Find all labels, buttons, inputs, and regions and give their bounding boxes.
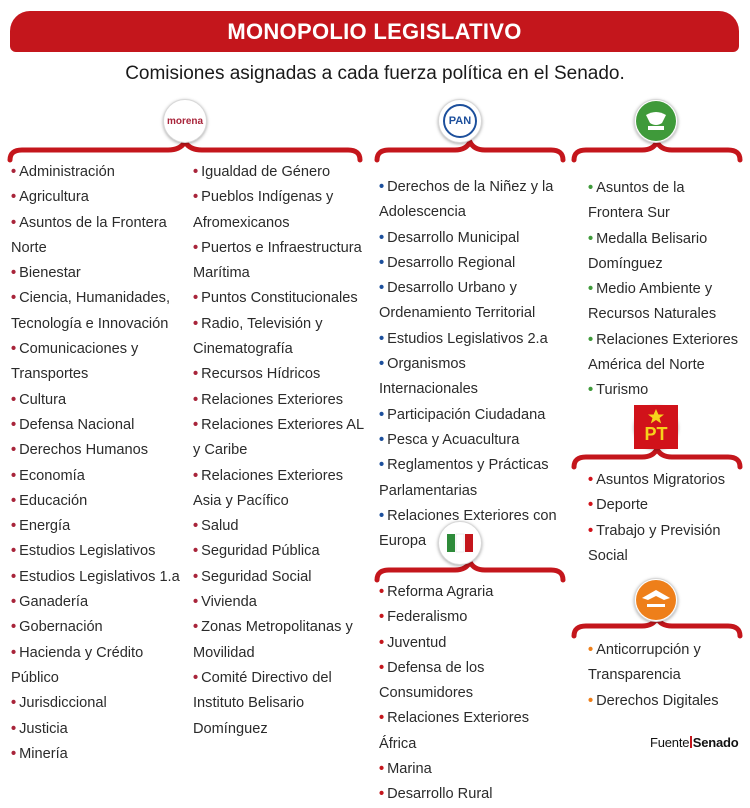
bullet-icon: • — [193, 619, 199, 636]
pri-list — [379, 580, 569, 808]
commission-item — [11, 438, 191, 463]
bullet-icon: • — [379, 356, 385, 373]
commission-item — [193, 514, 365, 539]
commission-label: Relaciones Exteriores AL y Caribe — [193, 416, 364, 459]
bullet-icon: • — [588, 331, 594, 348]
commission-item — [379, 782, 569, 807]
commission-item — [379, 453, 564, 504]
commission-label: Reglamentos y Prácticas Parlamentarias — [379, 457, 549, 499]
commission-label: Jurisdiccional — [19, 695, 107, 712]
bullet-icon: • — [11, 265, 17, 282]
commission-label: Relaciones Exteriores Asia y Pacífico — [193, 467, 344, 509]
commission-item — [11, 185, 191, 210]
commission-label: Marina — [387, 761, 432, 778]
bullet-icon: • — [11, 745, 17, 762]
commission-item — [193, 539, 365, 564]
commission-label: Defensa Nacional — [19, 416, 135, 433]
commission-label: Relaciones Exteriores África — [379, 710, 530, 752]
bullet-icon: • — [11, 467, 17, 484]
pan-logo — [438, 99, 482, 143]
bullet-icon: • — [379, 457, 385, 474]
commission-label: Igualdad de Género — [201, 164, 331, 180]
commission-item — [379, 428, 564, 453]
commission-item — [11, 691, 191, 716]
commission-label: Seguridad Social — [201, 568, 312, 585]
pan-logo-text: PAN — [448, 115, 472, 127]
commission-item — [193, 185, 365, 236]
commission-item — [11, 615, 191, 640]
commission-label: Estudios Legislativos — [19, 543, 156, 560]
commission-label: Radio, Televisión y Cinematografía — [193, 315, 323, 358]
bullet-icon: • — [379, 406, 385, 423]
bullet-icon: • — [588, 522, 594, 539]
bullet-icon: • — [193, 290, 199, 307]
commission-label: Trabajo y Previsión Social — [588, 522, 721, 564]
commission-item — [379, 352, 564, 403]
commission-label: Asuntos de la Frontera Sur — [588, 180, 685, 222]
commission-item — [379, 276, 564, 327]
commission-label: Ganadería — [19, 594, 89, 611]
commission-label: Energía — [19, 518, 71, 535]
bullet-icon: • — [379, 786, 385, 803]
bullet-icon: • — [11, 442, 17, 459]
commission-item — [11, 565, 191, 590]
pan-bracket — [375, 138, 565, 164]
commission-label: Educación — [19, 492, 88, 509]
commission-item — [11, 539, 191, 564]
bullet-icon: • — [588, 281, 594, 298]
commission-item — [11, 211, 191, 262]
commission-item — [11, 413, 191, 438]
commission-label: Pesca y Acuacultura — [387, 431, 520, 448]
bullet-icon: • — [193, 366, 199, 383]
bullet-icon: • — [11, 391, 17, 408]
commission-item — [379, 403, 564, 428]
bullet-icon: • — [193, 467, 199, 484]
commission-label: Asuntos Migratorios — [596, 472, 726, 488]
commission-label: Desarrollo Rural — [387, 786, 493, 803]
commission-label: Turismo — [596, 382, 649, 399]
commission-item — [193, 286, 365, 311]
commission-item — [11, 641, 191, 692]
bullet-icon: • — [11, 594, 17, 611]
commission-label: Federalismo — [387, 609, 468, 626]
commission-item — [11, 742, 191, 767]
bullet-icon: • — [588, 382, 594, 399]
commission-item — [11, 261, 191, 286]
bullet-icon: • — [11, 720, 17, 737]
commission-item — [193, 362, 365, 387]
bullet-icon: • — [11, 492, 17, 509]
bullet-icon: • — [11, 341, 17, 358]
commission-item — [193, 464, 365, 515]
commission-label: Bienestar — [19, 265, 81, 282]
commission-item — [193, 590, 365, 615]
morena-list-col1 — [11, 160, 191, 767]
commission-item — [11, 590, 191, 615]
commission-label: Reforma Agraria — [387, 584, 494, 600]
title-banner — [10, 11, 739, 52]
commission-label: Relaciones Exteriores — [201, 391, 344, 408]
bullet-icon: • — [379, 634, 385, 651]
bullet-icon: • — [193, 315, 199, 332]
commission-label: Derechos Humanos — [19, 442, 149, 459]
bullet-icon: • — [11, 695, 17, 712]
commission-item — [588, 328, 743, 379]
morena-list-col2 — [193, 160, 365, 742]
commission-label: Defensa de los Consumidores — [379, 659, 485, 702]
bullet-icon: • — [588, 692, 594, 709]
bullet-icon: • — [588, 230, 594, 247]
pvem-toucan-icon — [634, 99, 678, 143]
commission-item — [193, 160, 365, 185]
mc-logo — [634, 578, 678, 622]
bullet-icon: • — [588, 642, 594, 658]
pan-list — [379, 175, 564, 554]
commission-item — [379, 327, 564, 352]
source-name: Senado — [692, 735, 739, 750]
commission-item — [11, 160, 191, 185]
commission-item — [193, 413, 365, 464]
bullet-icon: • — [379, 609, 385, 626]
bullet-icon: • — [588, 472, 594, 488]
commission-label: Derechos Digitales — [596, 692, 719, 709]
commission-item — [379, 706, 569, 757]
source-divider — [690, 736, 692, 748]
commission-item — [588, 689, 743, 714]
bullet-icon: • — [11, 568, 17, 585]
bullet-icon: • — [379, 254, 385, 271]
bullet-icon: • — [379, 179, 385, 195]
commission-item — [588, 468, 743, 493]
commission-item — [588, 378, 743, 403]
pt-logo-text: PT — [644, 424, 668, 444]
commission-label: Comunicaciones y Transportes — [11, 341, 139, 383]
bullet-icon: • — [11, 164, 17, 180]
commission-label: Relaciones Exteriores América del Norte — [588, 331, 739, 374]
bullet-icon: • — [379, 229, 385, 246]
commission-item — [193, 236, 365, 287]
commission-item — [379, 631, 569, 656]
commission-label: Comité Directivo del Instituto Belisario Domínguez — [193, 669, 332, 737]
commission-label: Agricultura — [19, 189, 89, 206]
commission-label: Asuntos de la Frontera Norte — [11, 214, 167, 256]
commission-label: Cultura — [19, 391, 67, 408]
commission-item — [379, 757, 569, 782]
commission-item — [11, 464, 191, 489]
commission-label: Minería — [19, 745, 68, 762]
pvem-list — [588, 176, 743, 404]
commission-label: Medalla Belisario Domínguez — [588, 230, 708, 272]
bullet-icon: • — [11, 543, 17, 560]
bullet-icon: • — [379, 507, 385, 524]
bullet-icon: • — [193, 189, 199, 206]
bullet-icon: • — [193, 568, 199, 585]
commission-item — [379, 226, 564, 251]
page-title: MONOPOLIO LEGISLATIVO — [227, 18, 522, 44]
bullet-icon: • — [379, 280, 385, 297]
commission-label: Desarrollo Urbano y Ordenamiento Territorial — [379, 280, 536, 322]
commission-item — [379, 504, 564, 555]
commission-label: Pueblos Indígenas y Afromexicanos — [193, 189, 334, 231]
bullet-icon: • — [379, 330, 385, 347]
bullet-icon: • — [193, 594, 199, 611]
commission-item — [588, 638, 743, 689]
commission-item — [379, 656, 569, 707]
bullet-icon: • — [193, 518, 199, 535]
commission-item — [379, 580, 569, 605]
mc-list — [588, 638, 743, 714]
commission-item — [588, 176, 743, 227]
commission-item — [193, 312, 365, 363]
commission-label: Desarrollo Regional — [387, 254, 516, 271]
commission-item — [11, 514, 191, 539]
commission-label: Puertos e Infraestructura Marítima — [193, 239, 362, 282]
commission-label: Juventud — [387, 634, 447, 651]
bullet-icon: • — [193, 543, 199, 560]
morena-logo-text: morena — [166, 115, 204, 127]
commission-label: Derechos de la Niñez y la Adolescencia — [379, 179, 554, 221]
bullet-icon: • — [193, 391, 199, 408]
commission-label: Medio Ambiente y Recursos Naturales — [588, 281, 717, 323]
commission-label: Justicia — [19, 720, 68, 737]
commission-item — [193, 565, 365, 590]
commission-label: Participación Ciudadana — [387, 406, 546, 423]
bullet-icon: • — [11, 290, 17, 307]
commission-label: Ciencia, Humanidades, Tecnología e Innovación — [11, 290, 170, 332]
commission-item — [379, 251, 564, 276]
mc-eagle-icon — [634, 578, 678, 622]
commission-label: Puntos Constitucionales — [201, 290, 358, 307]
commission-label: Estudios Legislativos 2.a — [387, 330, 548, 347]
commission-label: Relaciones Exteriores con Europa — [379, 507, 557, 550]
bullet-icon: • — [11, 619, 17, 636]
pt-logo — [634, 405, 678, 449]
bullet-icon: • — [379, 761, 385, 778]
commission-item — [588, 227, 743, 278]
commission-item — [193, 615, 365, 666]
bullet-icon: • — [193, 416, 199, 433]
commission-label: Gobernación — [19, 619, 103, 636]
commission-label: Organismos Internacionales — [379, 356, 478, 398]
source-credit — [650, 735, 739, 750]
commission-item — [193, 666, 365, 742]
commission-label: Deporte — [596, 497, 649, 514]
commission-label: Recursos Hídricos — [201, 366, 321, 383]
commission-item — [11, 337, 191, 388]
bullet-icon: • — [11, 644, 17, 661]
pvem-logo — [634, 99, 678, 143]
commission-label: Economía — [19, 467, 85, 484]
commission-item — [193, 388, 365, 413]
commission-label: Salud — [201, 518, 239, 535]
commission-item — [588, 277, 743, 328]
commission-label: Seguridad Pública — [201, 543, 320, 560]
bullet-icon: • — [11, 518, 17, 535]
commission-item — [11, 717, 191, 742]
bullet-icon: • — [193, 239, 199, 256]
pt-list — [588, 468, 743, 569]
source-label: Fuente — [650, 735, 690, 750]
bullet-icon: • — [379, 431, 385, 448]
commission-label: Desarrollo Municipal — [387, 229, 520, 246]
bullet-icon: • — [588, 497, 594, 514]
bullet-icon: • — [588, 180, 594, 196]
bullet-icon: • — [11, 214, 17, 231]
commission-label: Hacienda y Crédito Público — [11, 644, 144, 686]
bullet-icon: • — [379, 584, 385, 600]
commission-label: Estudios Legislativos 1.a — [19, 568, 180, 585]
commission-label: Administración — [19, 164, 115, 180]
commission-item — [379, 175, 564, 226]
page-subtitle: Comisiones asignadas a cada fuerza política en el Senado. — [125, 63, 625, 84]
commission-label: Anticorrupción y Transparencia — [588, 642, 701, 684]
commission-item — [379, 605, 569, 630]
morena-logo — [163, 99, 207, 143]
bullet-icon: • — [11, 416, 17, 433]
commission-item — [11, 489, 191, 514]
commission-item — [588, 493, 743, 518]
commission-item — [588, 519, 743, 570]
bullet-icon: • — [193, 164, 199, 180]
bullet-icon: • — [193, 669, 199, 686]
bullet-icon: • — [379, 659, 385, 676]
bullet-icon: • — [11, 189, 17, 206]
commission-item — [11, 388, 191, 413]
commission-label: Vivienda — [201, 594, 257, 611]
bullet-icon: • — [379, 710, 385, 727]
commission-label: Zonas Metropolitanas y Movilidad — [193, 619, 353, 661]
commission-item — [11, 286, 191, 337]
